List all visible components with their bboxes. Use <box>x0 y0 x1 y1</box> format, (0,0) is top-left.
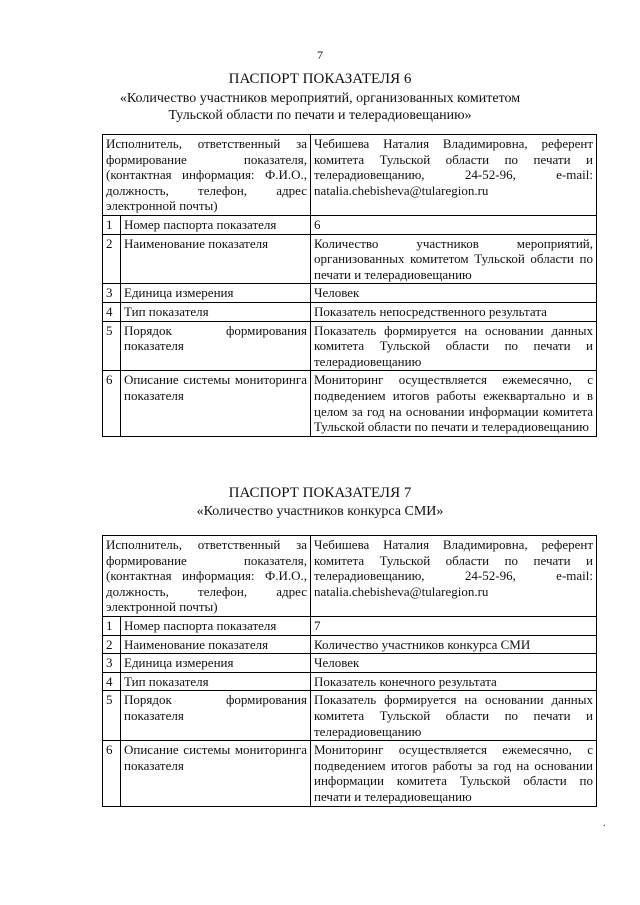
row-value: Показатель непосредственного результата <box>311 302 597 321</box>
row-value: Показатель конечного результата <box>311 672 597 691</box>
row-label: Наименование показателя <box>121 234 311 284</box>
passport-7-table <box>102 535 597 807</box>
row-value: Показатель формируется на основании данных комитета Тульской области по печати и телерадиовещанию <box>311 321 597 371</box>
row-value: Количество участников мероприятий, организованных комитетом Тульской области по печати и телерадиовещанию <box>311 234 597 284</box>
page-number: 7 <box>317 48 323 62</box>
row-number: 1 <box>103 215 121 234</box>
row-number: 5 <box>103 691 121 741</box>
table-row <box>103 302 597 321</box>
executor-label: Исполнитель, ответственный за формирование показателя, (контактная информация: Ф.И.О., должность, телефон, адрес электронной почты) <box>103 536 311 617</box>
stray-mark: . <box>603 818 606 829</box>
row-number: 5 <box>103 321 121 371</box>
table-row <box>103 234 597 284</box>
table-row <box>103 215 597 234</box>
row-label: Единица измерения <box>121 654 311 673</box>
passport-7-title: ПАСПОРТ ПОКАЗАТЕЛЯ 7 <box>228 485 412 501</box>
row-label: Порядок формирования показателя <box>121 691 311 741</box>
row-value: Показатель формируется на основании данных комитета Тульской области по печати и телерадиовещанию <box>311 691 597 741</box>
executor-value: Чебишева Наталия Владимировна, референт комитета Тульской области по печати и телерадиовещанию, 24-52-96, e-mail: natalia.chebisheva@tularegion.ru <box>311 536 597 617</box>
table-row <box>103 691 597 741</box>
row-number: 4 <box>103 302 121 321</box>
row-label: Порядок формирования показателя <box>121 321 311 371</box>
row-number: 3 <box>103 654 121 673</box>
executor-row <box>103 135 597 216</box>
row-label: Описание системы мониторинга показателя <box>121 741 311 806</box>
row-value: Мониторинг осуществляется ежемесячно, с подведением итогов работы за год на основании информации комитета Тульской области по печати и телерадиовещанию <box>311 741 597 806</box>
row-value: Мониторинг осуществляется ежемесячно, с подведением итогов работы ежеквартально и в целом за год на основании информации комитета Тульской области по печати и телерадиовещанию <box>311 371 597 436</box>
table-row <box>103 635 597 654</box>
row-value: Количество участников конкурса СМИ <box>311 635 597 654</box>
table-row <box>103 654 597 673</box>
row-value: Человек <box>311 654 597 673</box>
passport-7-subtitle: «Количество участников конкурса СМИ» <box>196 504 444 519</box>
row-label: Наименование показателя <box>121 635 311 654</box>
table-row <box>103 371 597 436</box>
row-label: Описание системы мониторинга показателя <box>121 371 311 436</box>
table-row <box>103 616 597 635</box>
row-number: 4 <box>103 672 121 691</box>
passport-6-table <box>102 134 597 437</box>
row-label: Единица измерения <box>121 284 311 303</box>
row-number: 2 <box>103 234 121 284</box>
table-row <box>103 741 597 806</box>
passport-6-subtitle-line1: «Количество участников мероприятий, организованных комитетом <box>119 91 521 106</box>
row-number: 1 <box>103 616 121 635</box>
row-label: Тип показателя <box>121 672 311 691</box>
passport-6-subtitle-line2: Тульской области по печати и телерадиовещанию» <box>168 108 472 123</box>
row-label: Номер паспорта показателя <box>121 215 311 234</box>
row-label: Тип показателя <box>121 302 311 321</box>
row-number: 6 <box>103 371 121 436</box>
table-row <box>103 672 597 691</box>
executor-label: Исполнитель, ответственный за формирование показателя, (контактная информация: Ф.И.О., должность, телефон, адрес электронной почты) <box>103 135 311 216</box>
table-row <box>103 321 597 371</box>
row-value: 7 <box>311 616 597 635</box>
executor-row <box>103 536 597 617</box>
row-number: 3 <box>103 284 121 303</box>
row-number: 6 <box>103 741 121 806</box>
row-label: Номер паспорта показателя <box>121 616 311 635</box>
executor-value: Чебишева Наталия Владимировна, референт комитета Тульской области по печати и телерадиовещанию, 24-52-96, e-mail: natalia.chebisheva@tularegion.ru <box>311 135 597 216</box>
table-row <box>103 284 597 303</box>
passport-6-title: ПАСПОРТ ПОКАЗАТЕЛЯ 6 <box>228 71 412 87</box>
row-number: 2 <box>103 635 121 654</box>
row-value: 6 <box>311 215 597 234</box>
row-value: Человек <box>311 284 597 303</box>
